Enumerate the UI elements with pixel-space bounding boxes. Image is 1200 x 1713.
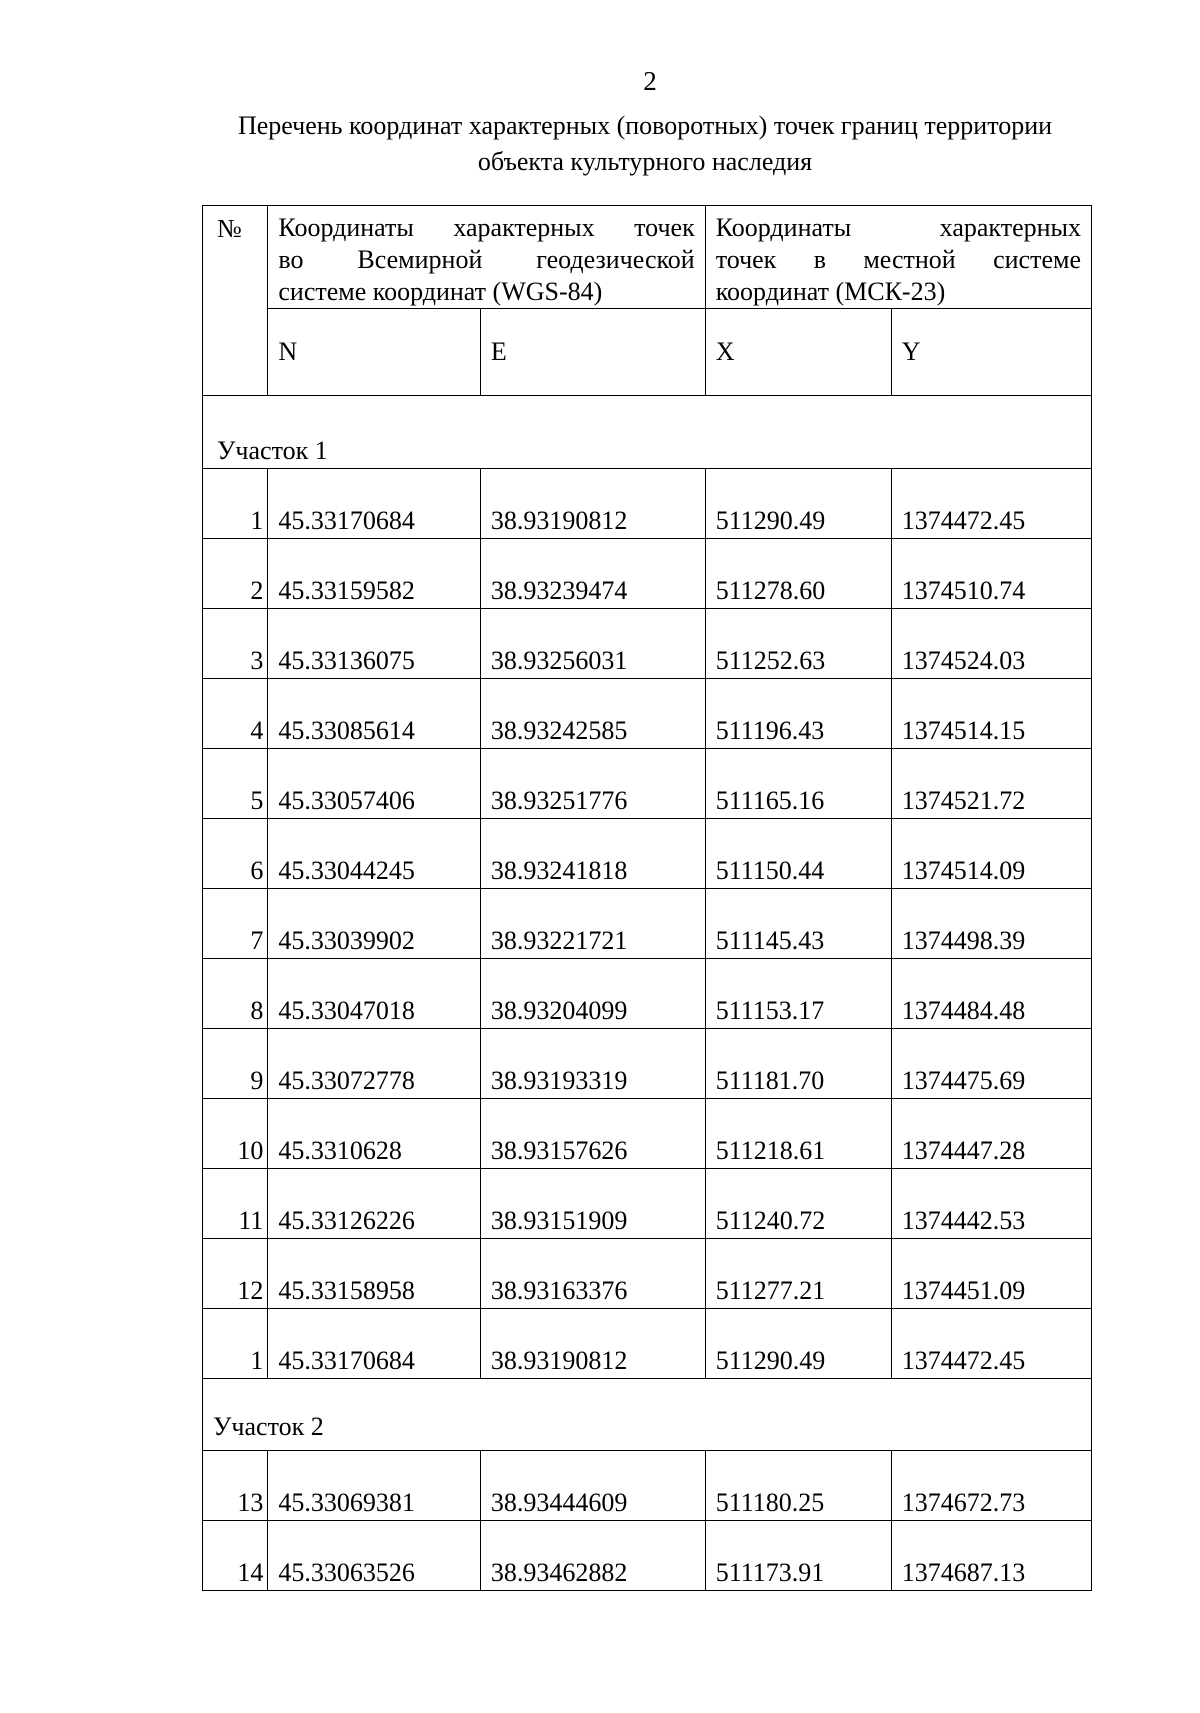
header-wgs84	[268, 206, 705, 309]
cell-n: 45.33044245	[268, 819, 481, 889]
point-number: 5	[203, 749, 268, 819]
point-number: 10	[203, 1099, 268, 1169]
point-number: 8	[203, 959, 268, 1029]
table-row	[203, 1521, 1092, 1591]
table-row	[203, 889, 1092, 959]
table-row	[203, 539, 1092, 609]
cell-n: 45.33159582	[268, 539, 481, 609]
cell-x: 511252.63	[705, 609, 891, 679]
cell-n: 45.33085614	[268, 679, 481, 749]
cell-x: 511173.91	[705, 1521, 891, 1591]
table-row	[203, 1239, 1092, 1309]
point-number: 12	[203, 1239, 268, 1309]
cell-e: 38.93444609	[480, 1451, 705, 1521]
header-e: E	[480, 309, 705, 396]
cell-n: 45.33170684	[268, 1309, 481, 1379]
coordinates-table	[202, 205, 1092, 1591]
point-number: 4	[203, 679, 268, 749]
cell-n: 45.33039902	[268, 889, 481, 959]
section-row	[203, 1379, 1092, 1451]
cell-x: 511196.43	[705, 679, 891, 749]
cell-n: 45.33072778	[268, 1029, 481, 1099]
cell-e: 38.93151909	[480, 1169, 705, 1239]
cell-e: 38.93239474	[480, 539, 705, 609]
cell-n: 45.33136075	[268, 609, 481, 679]
cell-x: 511240.72	[705, 1169, 891, 1239]
point-number: 6	[203, 819, 268, 889]
cell-x: 511150.44	[705, 819, 891, 889]
cell-y: 1374521.72	[891, 749, 1091, 819]
cell-x: 511277.21	[705, 1239, 891, 1309]
header-wgs84-line: системе координат (WGS-84)	[278, 277, 603, 306]
cell-n: 45.33057406	[268, 749, 481, 819]
cell-x: 511290.49	[705, 469, 891, 539]
table-row	[203, 609, 1092, 679]
point-number: 1	[203, 1309, 268, 1379]
cell-y: 1374514.09	[891, 819, 1091, 889]
header-wgs84-line: Координаты характерных точек	[278, 213, 695, 242]
cell-y: 1374514.15	[891, 679, 1091, 749]
cell-e: 38.93190812	[480, 469, 705, 539]
cell-e: 38.93193319	[480, 1029, 705, 1099]
header-y: Y	[891, 309, 1091, 396]
table-row	[203, 819, 1092, 889]
table-row	[203, 1029, 1092, 1099]
cell-n: 45.33126226	[268, 1169, 481, 1239]
cell-e: 38.93256031	[480, 609, 705, 679]
cell-e: 38.93241818	[480, 819, 705, 889]
point-number: 13	[203, 1451, 268, 1521]
cell-e: 38.93242585	[480, 679, 705, 749]
header-x: X	[705, 309, 891, 396]
cell-y: 1374672.73	[891, 1451, 1091, 1521]
table-row	[203, 679, 1092, 749]
cell-y: 1374447.28	[891, 1099, 1091, 1169]
cell-x: 511153.17	[705, 959, 891, 1029]
cell-x: 511165.16	[705, 749, 891, 819]
cell-e: 38.93204099	[480, 959, 705, 1029]
point-number: 1	[203, 469, 268, 539]
document-title	[195, 108, 1095, 180]
cell-y: 1374484.48	[891, 959, 1091, 1029]
table-row	[203, 749, 1092, 819]
cell-e: 38.93190812	[480, 1309, 705, 1379]
cell-e: 38.93251776	[480, 749, 705, 819]
header-n: N	[268, 309, 481, 396]
cell-n: 45.33063526	[268, 1521, 481, 1591]
point-number: 2	[203, 539, 268, 609]
section-row	[203, 396, 1092, 469]
cell-y: 1374524.03	[891, 609, 1091, 679]
cell-y: 1374510.74	[891, 539, 1091, 609]
cell-n: 45.33069381	[268, 1451, 481, 1521]
header-msk23	[705, 206, 1091, 309]
cell-e: 38.93462882	[480, 1521, 705, 1591]
table-row	[203, 1099, 1092, 1169]
cell-x: 511290.49	[705, 1309, 891, 1379]
cell-x: 511145.43	[705, 889, 891, 959]
table-row	[203, 469, 1092, 539]
point-number: 7	[203, 889, 268, 959]
cell-x: 511218.61	[705, 1099, 891, 1169]
cell-n: 45.33047018	[268, 959, 481, 1029]
cell-n: 45.3310628	[268, 1099, 481, 1169]
section-title: Участок 1	[203, 396, 1092, 469]
cell-y: 1374687.13	[891, 1521, 1091, 1591]
header-wgs84-line: во Всемирной геодезической	[278, 245, 695, 274]
table-row	[203, 1309, 1092, 1379]
cell-y: 1374475.69	[891, 1029, 1091, 1099]
point-number: 11	[203, 1169, 268, 1239]
cell-x: 511278.60	[705, 539, 891, 609]
table-row	[203, 1169, 1092, 1239]
cell-e: 38.93157626	[480, 1099, 705, 1169]
cell-y: 1374451.09	[891, 1239, 1091, 1309]
section-title: Участок 2	[203, 1379, 1092, 1451]
title-line-2: объекта культурного наследия	[477, 147, 813, 176]
cell-y: 1374498.39	[891, 889, 1091, 959]
cell-e: 38.93221721	[480, 889, 705, 959]
header-msk23-line: точек в местной системе	[715, 245, 1081, 274]
cell-x: 511181.70	[705, 1029, 891, 1099]
header-msk23-line: Координаты характерных	[715, 213, 1081, 242]
page-number: 2	[643, 66, 657, 96]
cell-e: 38.93163376	[480, 1239, 705, 1309]
cell-y: 1374442.53	[891, 1169, 1091, 1239]
table-body	[203, 396, 1092, 1591]
cell-y: 1374472.45	[891, 1309, 1091, 1379]
cell-y: 1374472.45	[891, 469, 1091, 539]
point-number: 14	[203, 1521, 268, 1591]
title-line-1: Перечень координат характерных (поворотных) точек границ территории	[237, 111, 1053, 140]
cell-n: 45.33170684	[268, 469, 481, 539]
header-number: №	[203, 206, 268, 396]
table-row	[203, 1451, 1092, 1521]
cell-x: 511180.25	[705, 1451, 891, 1521]
header-msk23-line: координат (МСК-23)	[715, 277, 946, 306]
point-number: 3	[203, 609, 268, 679]
table-row	[203, 959, 1092, 1029]
cell-n: 45.33158958	[268, 1239, 481, 1309]
point-number: 9	[203, 1029, 268, 1099]
